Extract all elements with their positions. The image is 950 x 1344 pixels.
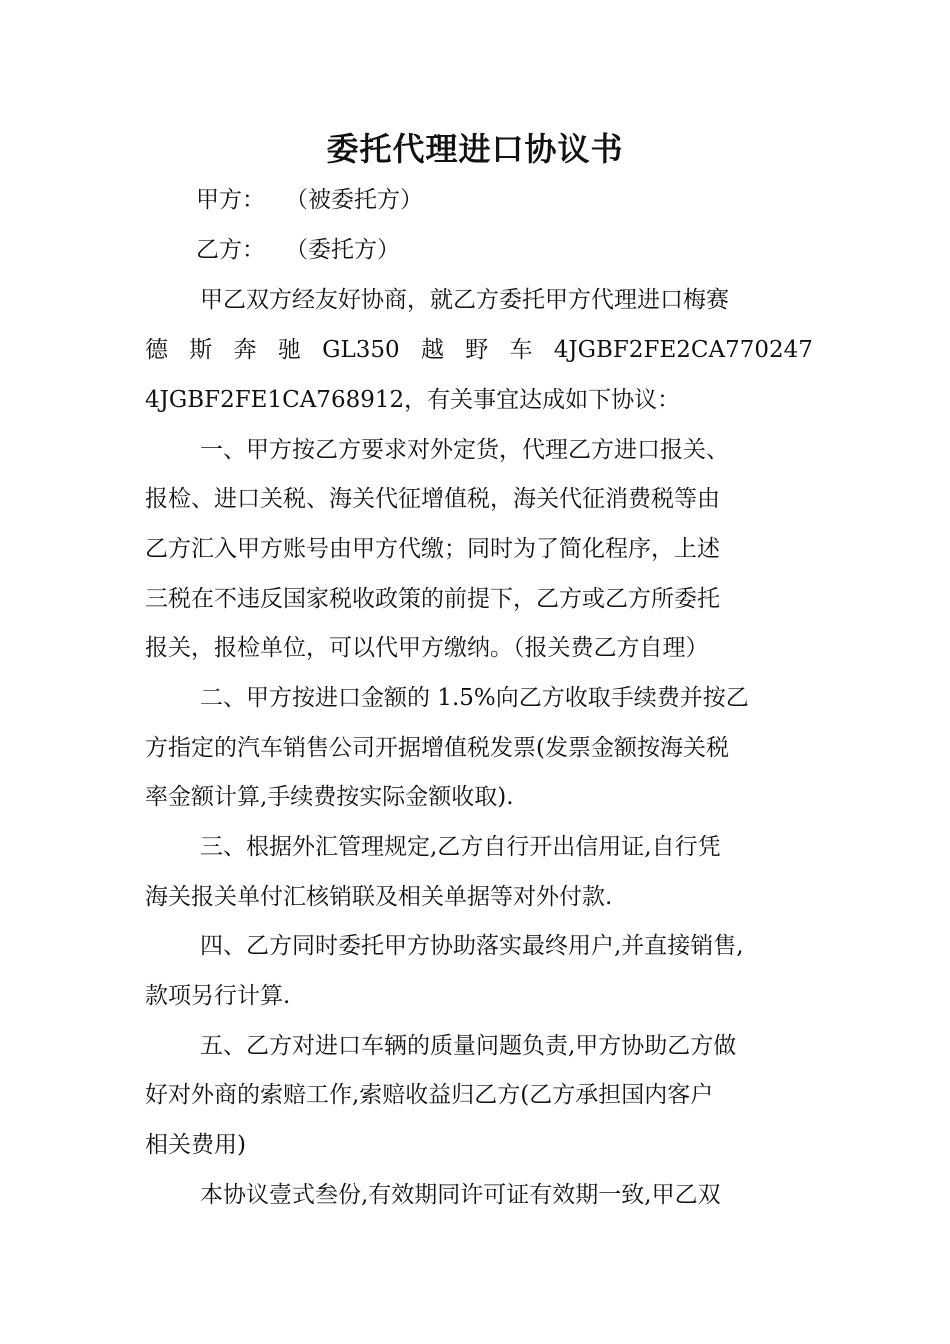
clause-1-line-5: 报关，报检单位，可以代甲方缴纳。（报关费乙方自理） <box>145 635 709 661</box>
clause-2-line-2: 方指定的汽车销售公司开据增值税发票(发票金额按海关税 <box>145 735 729 761</box>
clause-1-line-3: 乙方汇入甲方账号由甲方代缴；同时为了简化程序，上述 <box>145 536 720 562</box>
clause-1-line-1: 一、甲方按乙方要求对外定货，代理乙方进口报关、 <box>200 437 729 463</box>
clause-2-line-3: 率金额计算,手续费按实际金额收取). <box>145 784 514 810</box>
vehicle-word: 斯 <box>189 337 213 363</box>
vehicle-word: 野 <box>465 337 489 363</box>
vehicle-word: 德 <box>145 337 168 363</box>
vehicle-word: 奔 <box>233 337 257 363</box>
clause-5-line-1: 五、乙方对进口车辆的质量问题负责,甲方协助乙方做 <box>200 1033 737 1059</box>
clause-3-line-2: 海关报关单付汇核销联及相关单据等对外付款. <box>145 884 613 910</box>
preamble-line-3: 4JGBF2FE1CA768912，有关事宜达成如下协议： <box>145 387 681 413</box>
clause-4-line-1: 四、乙方同时委托甲方协助落实最终用户,并直接销售, <box>200 933 744 959</box>
closing-line-1: 本协议壹式叁份,有效期同许可证有效期一致,甲乙双 <box>200 1182 721 1208</box>
clause-4-line-2: 款项另行计算. <box>145 983 291 1009</box>
clause-1-line-4: 三税在不违反国家税收政策的前提下，乙方或乙方所委托 <box>145 586 720 612</box>
vehicle-model: GL350 <box>322 337 400 363</box>
party-a-role: （被委托方） <box>285 187 423 213</box>
preamble-line-1: 甲乙双方经友好协商，就乙方委托甲方代理进口梅赛 <box>200 287 729 313</box>
vehicle-word: 越 <box>420 337 444 363</box>
clause-2-line-1: 二、甲方按进口金额的 1.5%向乙方收取手续费并按乙 <box>200 685 749 711</box>
party-a-label: 甲方： <box>196 187 265 213</box>
clause-5-line-3: 相关费用) <box>145 1132 246 1158</box>
party-a-line <box>196 180 423 220</box>
party-b-line <box>196 230 400 270</box>
clause-1-line-2: 报检、进口关税、海关代征增值税，海关代征消费税等由 <box>145 486 720 512</box>
party-b-role: （委托方） <box>285 237 400 263</box>
vehicle-word: 驰 <box>277 337 301 363</box>
preamble-line-2 <box>145 330 813 370</box>
document-title: 委托代理进口协议书 <box>326 130 624 168</box>
clause-5-line-2: 好对外商的索赔工作,索赔收益归乙方(乙方承担国内客户 <box>145 1082 714 1108</box>
clause-3-line-1: 三、根据外汇管理规定,乙方自行开出信用证,自行凭 <box>200 834 721 860</box>
party-b-label: 乙方： <box>196 237 265 263</box>
vehicle-word: 车 <box>509 337 533 363</box>
vin-number: 4JGBF2FE2CA770247 <box>553 337 813 363</box>
